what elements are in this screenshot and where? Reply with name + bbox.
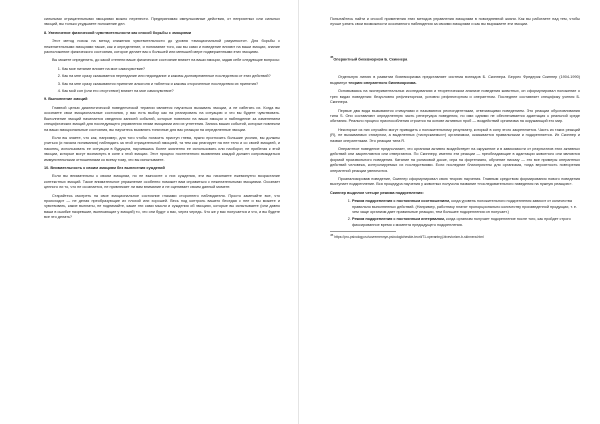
paragraph: Этот метод похож на метод снижения чувствительности до уровня «эмоциональной разумности». Для борьбы с нежелательными эмоциями также, как и определение, и понимание того, как вы сами и поведение влияют на ваши эмоции, знание расположение физического состояния, которое делает вас к большей или меньшей мере подверженными этих эмоциям.	[44, 39, 280, 55]
paragraph: Попытайтесь найти и способ применения этих методов управления эмоциями в повседневной жизни. Как вы работаете над тем, чтобы лучше узнать свои возможности осознанного наблюдения за своими эмоциями и как вы выражаете эти эмоции.	[330, 17, 580, 27]
paragraph: Основываясь на экспериментальных исследованиях и теоретическом анализе поведения животных, он сформулировал положение о трех видах поведения: безусловно рефлекторном, условно рефлекторном и оперантном. Последнее составляет специфику учения Б. Скиннера.	[330, 89, 580, 105]
section-heading-9: 9. Выполнение эмоций	[44, 97, 88, 102]
paragraph: Если вы знаете, что как, например, для того чтобы погасить приступ гнева, нужно прогнозить большие усилия, вы должны учиться (и начала понимания) наблюдать за этой отрицательной эмоцией, та тем как реагирует на нее тело и со своей эмоцией, и наконец, использовать ее ситуации в будущем, научившись более жизненно ее использовать или наоборот, не прибегая к этой эмоции, которые могут возникнуть в силе к этой эмоции. Этот процесс постепенного выявления каждой должен сопровождаться иммунительными отношениями ко всему тому, что вы испытываете.	[44, 135, 280, 162]
paragraph: Старайтесь смотреть на свое эмоциональное состояние глазами стороннего наблюдателя. Просто замечайте все, что происходит — не делая преобразующие их плохой или хорошей. Весь под контроль вашего беседая с нее и вы можете и чувствовать, какие выплаты, не поднимайте, какие эти сами мысли и суждения об эмоциях, которые вы испытываете (или давно ваши в ошибке назревшие, выпекающие у эмоций) то, что они будут о вас, через чередь. Что же у вас получается и что, и вы будете все это делать?	[44, 193, 280, 220]
list-item: 1. Режим подкрепления с постоянным соотношением, когда уровень положительного подкрепления зависит от количества правильно выполненных действий. (Например, работнику платят пропорционально количеству произведенной продукции, т. е. чем чаще организм дает правильные реакции, тем большее подкрепления он получает.)	[352, 199, 580, 215]
footnote-link[interactable]: https://pro-psixology.ru/sovremennye-psixologicheskie-teorii/71-operantnyj-bixeviorizm-b-skinnera.html	[334, 235, 484, 240]
question-list	[44, 67, 280, 95]
footnote-ref: 45	[330, 54, 334, 59]
list-item: 2. Режим подкрепления с постоянным интервалом, когда организм получает подкрепление после того, как пройдет строго фиксированное время с момента предыдущего подкрепления.	[352, 217, 580, 228]
paragraph: Если вы внимательны к своим эмоциям, но не выносите о них суждения, эти вы начинаете ежеминутно возрастание контекстных эмоций. Такое внимательное упражнение особенно поможет вам справиться с нежелательными эмоциями. Осознает ценного ли то, что не осознается, не привлекает ли вам внимание и не оценивает своим данный момент.	[44, 174, 280, 190]
footnote-divider	[330, 231, 396, 232]
right-page-content	[330, 17, 580, 243]
paragraph: Главной целью диалектической поведенческой терапии является научиться вызывать эмоции, а не избегать их. Когда вы осознаете свои эмоциональные состояния, у вас есть выбор как на реагировать на ситуацию и что вы будете чувствовать. Выполнение эмоций начинается сведения записей событий, которые повлекли на ваши эмоции и наблюдение за изменением специфических эмоций для последующего управления этими эмоциями или их угнетения. Запись ваших событий, которые повлекли на ваши эмоциональные состояния, вы научитесь выявлять типичные для вас реакции на определенные эмоции.	[44, 105, 280, 132]
paragraph: Оперантное поведение предполагает, что организм активно воздействует на окружение и в зависимости от результатов этих активных действий они закрепляются или отвергаются. По Скиннеру, именно эти реакции — преобладающие в адаптации животного они являются формой произвольного поведения. Катание на роликовой доске, игра на фортепиано, обучение письму — это все примеры оперантных действий человека, контролируемых их последствиями. Если последние благоприятны для организма, тогда вероятность повторения оперантной реакции увеличится.	[330, 146, 580, 173]
paragraph: Отдельную линию в развитии бихевиоризма представляет система взглядов Б. Скиннера. Беррес Фредерик Скиннер (1904-1990) выдвинул теорию оперантного бихевиоризма.	[330, 75, 580, 85]
reinforcement-schedules-list	[330, 199, 580, 228]
paragraph: Проанализировав поведение, Скиннер сформулировал свою теорию научения. Главным средством формирования нового поведения выступает подкрепление. Вся процедура научения у животных получила название «последовательного наведения на нужную реакцию».	[330, 176, 580, 187]
heading-text: Оперантный бихевиоризм Б. Скиннера	[333, 57, 408, 62]
right-page	[299, 0, 600, 424]
footnote	[330, 235, 580, 240]
paragraph: Вы можете определить, до какой степени ваше физическое состояние влияет на ваши эмоции, задав себе следующие вопросы:	[52, 58, 280, 63]
paragraph: сильными отрицательными эмоциями можно перенести. Предпринимая импульсивные действия, от неприятных или сильных эмоций, вы только ухудшаете положение дел.	[44, 17, 280, 27]
section-heading-skinner	[330, 54, 580, 63]
list-item: 1. Как мое питание влияет на мое самочувствие?	[62, 67, 280, 72]
left-page-content	[44, 17, 280, 224]
section-heading-schedules: Скиннер выделил четыре режима подкрепления:	[330, 190, 424, 195]
left-page	[0, 0, 299, 424]
paragraph: Некоторые из них случайно могут приводить к положительному результату, который в силу этого закрепляется. Часть из таких реакций (R), не вызываемых стимулом, а выделенных («испускаемых») организмом, оказывается правильными и подкрепляется. Их Скиннер и назвал оперантными. Это реакции типа R.	[330, 127, 580, 143]
footnote-number: 45	[330, 233, 334, 238]
paragraph: Первые два вида вызываются стимулами и называются респондентными, отвечающими поведением. Это реакции обусловливания типа S. Они составляют определенную часть репертуара поведения, но ими одними не обеспечивается адаптация к реальной среде обитания. Реально процесс приспособления строится на основе активных проб — воздействий организма на окружающий его мир.	[330, 108, 580, 124]
list-item: 4. Как мой сон (или его отсутствие) влияет на мое самочувствие?	[62, 89, 280, 94]
section-heading-8: 8. Увеличение физической чувствительности как способ борьбы с эмоциями	[44, 30, 192, 35]
list-item: 2. Как на мне сразу сказывается переедание или недоедание и каковы долговременные последствия от этих действий?	[62, 74, 280, 79]
section-heading-10: 10. Внимательность к своим эмоциям без вынесения суждений	[44, 165, 165, 170]
list-item: 3. Как на мне сразу сказываются принятие алкоголя и таблеток и каковы отсроченные последствия их принятия?	[62, 82, 280, 87]
bold-term: теорию оперантного бихевиоризма.	[348, 80, 417, 85]
